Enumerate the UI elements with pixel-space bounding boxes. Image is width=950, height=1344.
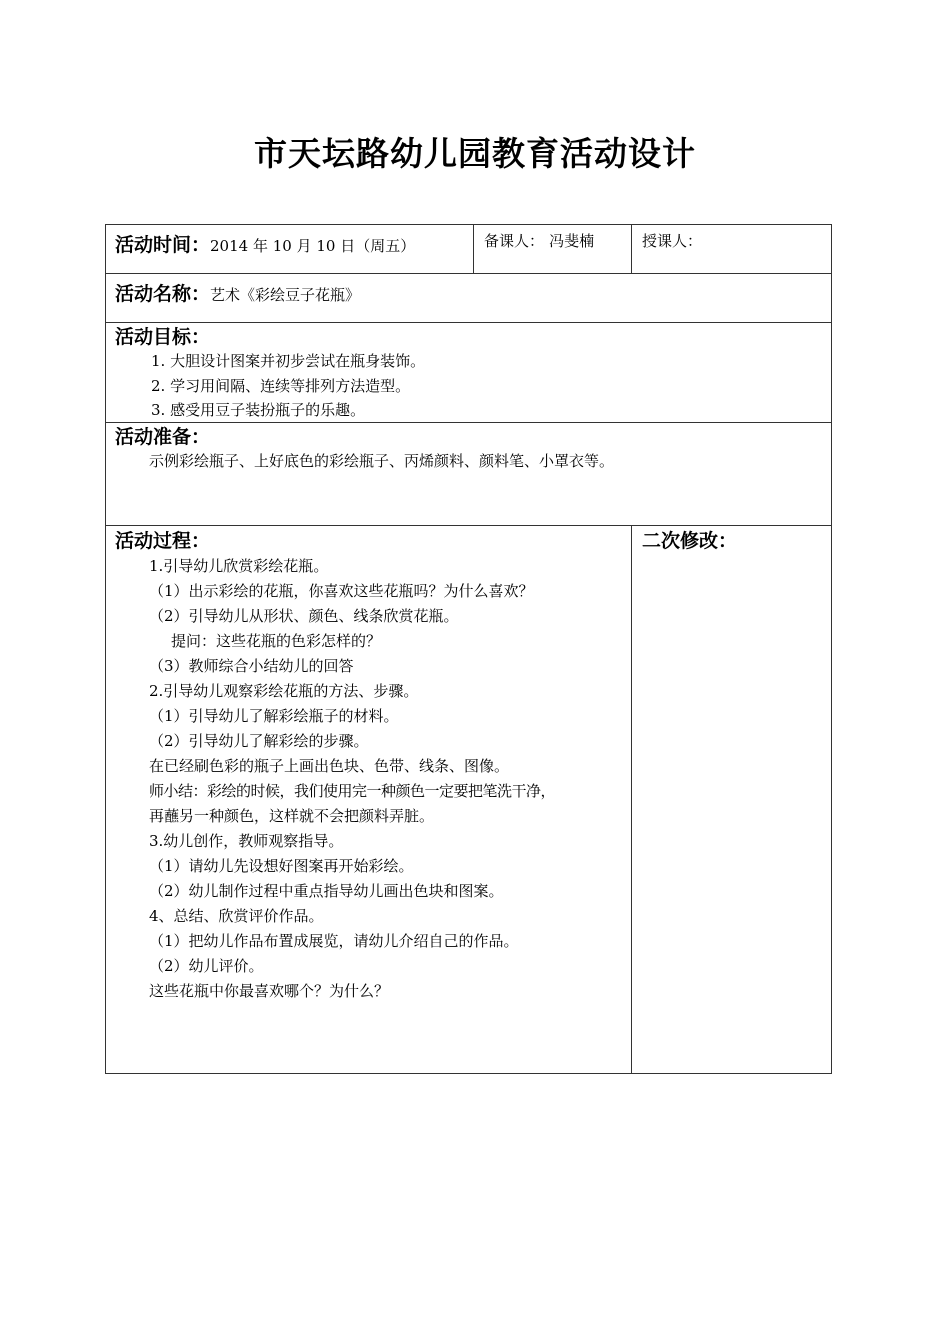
activity-name-label: 活动名称： [115, 283, 211, 305]
activity-name-value: 艺术《彩绘豆子花瓶》 [210, 286, 361, 304]
page-title: 市天坛路幼儿园教育活动设计 [254, 134, 696, 173]
revision-label: 二次修改： [642, 530, 738, 552]
preparer-label: 备课人： [484, 232, 545, 250]
revision-cell [631, 526, 831, 1073]
preparer-cell [473, 225, 632, 273]
process-line: 师小结：彩绘的时候，我们使用完一种颜色一定要把笔洗干净， [149, 782, 556, 800]
teacher-label: 授课人： [642, 232, 703, 250]
goal-item: 2. 学习用间隔、连续等排列方法造型。 [151, 376, 411, 395]
process-line: （2）引导幼儿从形状、颜色、线条欣赏花瓶。 [149, 607, 459, 625]
row-time [106, 225, 831, 274]
preparation-label: 活动准备： [115, 426, 211, 448]
process-line: 2.引导幼儿观察彩绘花瓶的方法、步骤。 [149, 682, 419, 700]
process-line: （1）把幼儿作品布置成展览，请幼儿介绍自己的作品。 [149, 932, 519, 950]
row-preparation [106, 423, 831, 526]
time-value: 2014 年 10 月 10 日（周五） [210, 237, 416, 255]
process-line: 在已经刷色彩的瓶子上画出色块、色带、线条、图像。 [149, 757, 510, 775]
time-cell [106, 225, 474, 273]
row-process [106, 526, 831, 1073]
process-line: 3.幼儿创作，教师观察指导。 [149, 832, 344, 850]
process-cell [106, 526, 632, 1073]
process-label: 活动过程： [115, 530, 211, 552]
process-line: （3）教师综合小结幼儿的回答 [149, 657, 354, 675]
goal-item: 1. 大胆设计图案并初步尝试在瓶身装饰。 [151, 352, 426, 370]
process-line: 再蘸另一种颜色，这样就不会把颜料弄脏。 [149, 807, 435, 825]
lesson-plan-table [105, 224, 832, 1074]
process-line: （1）出示彩绘的花瓶，你喜欢这些花瓶吗？为什么喜欢？ [149, 582, 534, 600]
row-goals [106, 323, 831, 423]
process-line: （2）幼儿制作过程中重点指导幼儿画出色块和图案。 [149, 882, 504, 900]
preparation-value: 示例彩绘瓶子、上好底色的彩绘瓶子、丙烯颜料、颜料笔、小罩衣等。 [149, 452, 615, 470]
teacher-cell [631, 225, 831, 273]
process-line: （2）引导幼儿了解彩绘的步骤。 [149, 732, 369, 750]
process-line: 提问：这些花瓶的色彩怎样的？ [171, 632, 382, 650]
row-activity-name [106, 274, 831, 323]
process-line: 4、总结、欣赏评价作品。 [149, 907, 324, 925]
process-line: 1.引导幼儿欣赏彩绘花瓶。 [149, 557, 329, 575]
time-label: 活动时间： [115, 234, 211, 256]
process-line: 这些花瓶中你最喜欢哪个？为什么？ [149, 982, 390, 1000]
process-line: （1）引导幼儿了解彩绘瓶子的材料。 [149, 707, 399, 725]
process-line: （1）请幼儿先设想好图案再开始彩绘。 [149, 857, 414, 875]
goals-label: 活动目标： [115, 326, 211, 348]
preparer-value: 冯斐楠 [549, 232, 595, 250]
process-line: （2）幼儿评价。 [149, 957, 264, 975]
goal-item: 3. 感受用豆子装扮瓶子的乐趣。 [151, 401, 366, 419]
